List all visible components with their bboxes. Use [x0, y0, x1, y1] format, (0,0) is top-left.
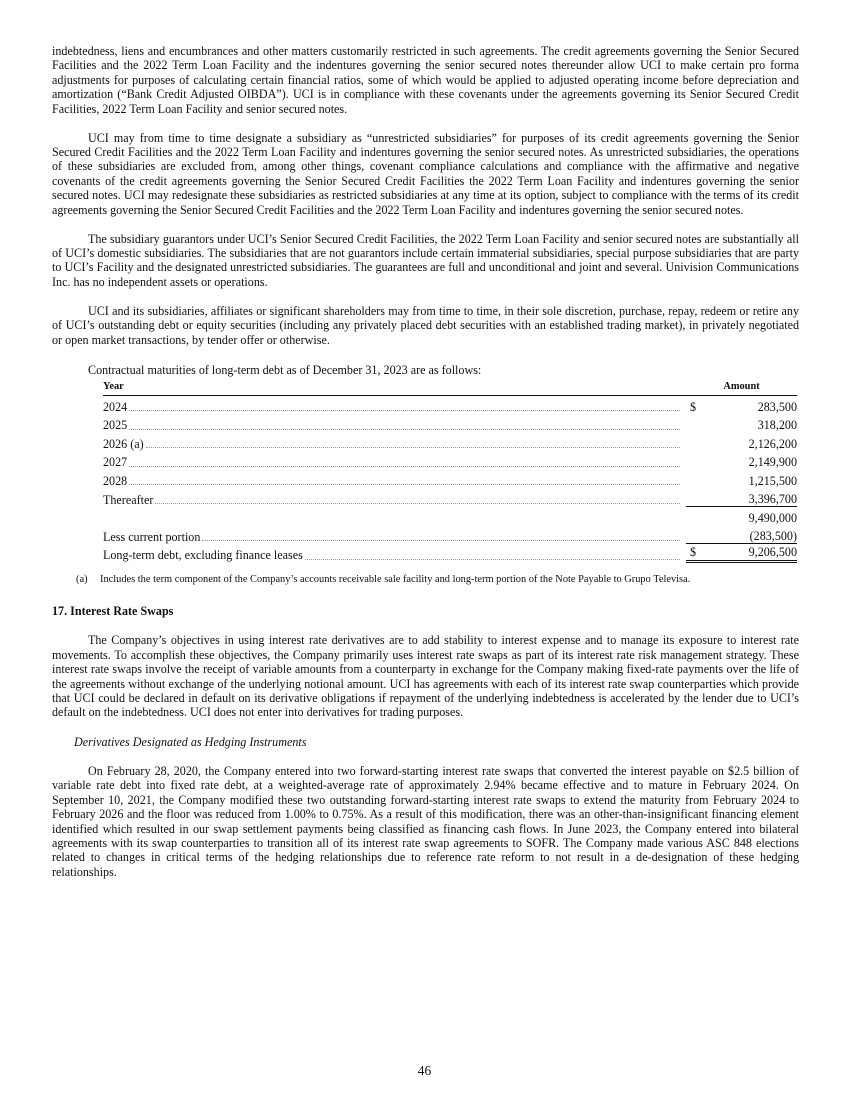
paragraph-hedging-swaps: On February 28, 2020, the Company entered into two forward-starting interest rate swaps that converted the interest payable on $2.5 billion of variable rate debt into fixed rate debt, at a weighted-average rate of approximately 2.94% became effective and to mature in February 2024. On September 10, 2021, the Company modified these two outstanding forward-starting interest rate swaps to extend the maturity from February 2024 to February 2026 and the floor was reduced from 1.00% to 0.75%. As a result of this modification, there was an other-than-insignificant financing element identified which resulted in our swap settlement payments being classified as financing cash flows. In June 2023, the Company entered into bilateral agreements with its swap counterparties to transition all of its interest rate swap agreements to SOFR. The Company made various ASC 848 elections related to changes in critical terms of the hedging relationships due to reference rate reform to not result in a de-designation of these hedging relationships.: [52, 763, 799, 879]
table-row: [103, 433, 797, 452]
debt-maturity-table: [103, 382, 797, 563]
table-row: [103, 414, 797, 433]
row-label: Thereafter: [103, 492, 154, 507]
header-year: Year: [103, 381, 124, 393]
less-current-row: [103, 526, 797, 545]
table-row: [103, 488, 797, 507]
row-label: 2024: [103, 399, 128, 414]
less-current-label: Less current portion: [103, 529, 201, 544]
row-value: 3,396,700: [748, 491, 797, 506]
page-number: 46: [417, 1063, 432, 1078]
net-total-row: [103, 544, 797, 563]
table-footnote: [52, 574, 799, 587]
paragraph-swap-objectives: The Company’s objectives in using interest rate derivatives are to add stability to interest expense and to manage its exposure to interest rate movements. To accomplish these objectives, the Company primarily uses interest rate swaps as part of its interest rate risk management strategy. These interest rate swaps involve the receipt of variable amounts from a counterparty in exchange for the Company making fixed-rate payments over the life of the agreements without exchange of the underlying notional amount. UCI has agreements with each of its interest rate swap counterparties which provide that UCI could be declared in default on its derivative obligations if repayment of the underlying indebtedness is accelerated by the lender due to UCI’s default on the indebtedness. UCI does not enter into derivatives for trading purposes.: [52, 633, 799, 720]
row-value: 318,200: [757, 418, 797, 433]
paragraph-guarantors: The subsidiary guarantors under UCI’s Senior Secured Credit Facilities, the 2022 Term Loan Facility and senior secured notes are substantially all of UCI’s domestic subsidiaries. The subsidiaries that are not guarantors include certain immaterial subsidiaries, special purpose subsidiaries that are party to UCI’s Facility and the designated unrestricted subsidiaries. The guarantees are full and unconditional and joint and several. Univision Communications Inc. has no independent assets or operations.: [52, 231, 799, 289]
table-header-row: [103, 382, 797, 396]
footnote-mark: (a): [76, 573, 88, 585]
footnote-text: Includes the term component of the Company’s accounts receivable sale facility and long-term portion of the Note Payable to Grupo Televisa.: [100, 573, 691, 585]
row-value: 1,215,500: [748, 474, 797, 489]
paragraph-covenants: indebtedness, liens and encumbrances and other matters customarily restricted in such agreements. The credit agreements governing the Senior Secured Facilities and the 2022 Term Loan Facility and the indentures governing the senior secured notes thereunder allow UCI to make certain pro forma adjustments for purposes of calculating certain financial ratios, some of which would be applied to adjusted operating income before depreciation and amortization (“Bank Credit Adjusted OIBDA”). UCI is in compliance with these covenants under the agreements governing its Senior Secured Credit Facilities, 2022 Term Loan Facility and senior secured notes.: [52, 44, 799, 116]
less-current-value: (283,500): [749, 528, 797, 543]
row-value: 2,126,200: [748, 436, 797, 451]
document-page: [52, 44, 799, 879]
row-label: 2028: [103, 474, 128, 489]
table-row: [103, 470, 797, 489]
row-label: 2026 (a): [103, 436, 144, 451]
row-value: 283,500: [757, 399, 797, 414]
paragraph-repurchases: UCI and its subsidiaries, affiliates or significant shareholders may from time to time, in their sole discretion, purchase, repay, redeem or retire any of UCI’s outstanding debt or equity securities (including any privately placed debt securities with an established trading market), in privately negotiated or open market transactions, by tender offer or otherwise.: [52, 303, 799, 347]
table-row: [103, 396, 797, 415]
subtotal-row: [103, 507, 797, 526]
currency-symbol: $: [690, 545, 697, 560]
row-value: 2,149,900: [748, 455, 797, 470]
table-row: [103, 451, 797, 470]
paragraph-unrestricted-subsidiaries: UCI may from time to time designate a subsidiary as “unrestricted subsidiaries” for purposes of its credit agreements governing the Senior Secured Credit Facilities and the 2022 Term Loan Facility and indentures governing the senior secured notes. As unrestricted subsidiaries, the operations of these subsidiaries are excluded from, among other things, covenant compliance calculations and compliance with the affirmative and negative covenants of the credit agreements governing the Senior Secured Credit Facilities the 2022 Term Loan Facility and indentures governing the senior secured notes. UCI may redesignate these subsidiaries as restricted subsidiaries at any time at its option, subject to compliance with the terms of its credit agreements governing the Senior Secured Credit Facilities and the 2022 Term Loan Facility and indentures governing the senior secured notes.: [52, 130, 799, 217]
net-total-value: 9,206,500: [748, 545, 797, 560]
row-label: 2027: [103, 455, 128, 470]
row-label: 2025: [103, 418, 128, 433]
subtotal-value: 9,490,000: [748, 511, 797, 526]
currency-symbol: $: [690, 399, 697, 414]
subsection-heading: Derivatives Designated as Hedging Instruments: [74, 734, 307, 749]
section-heading: 17. Interest Rate Swaps: [52, 604, 174, 619]
header-amount: Amount: [723, 381, 760, 393]
net-total-label: Long-term debt, excluding finance leases: [103, 548, 303, 563]
table-intro: Contractual maturities of long-term debt as of December 31, 2023 are as follows:: [88, 363, 482, 378]
